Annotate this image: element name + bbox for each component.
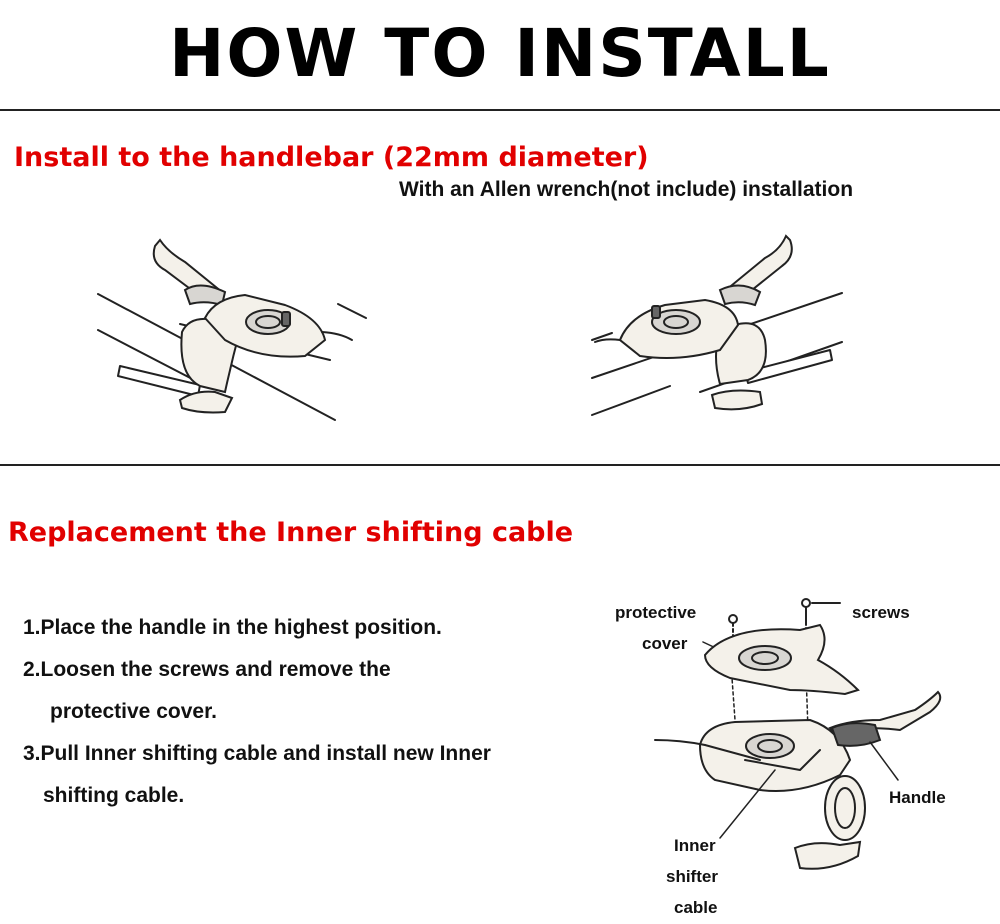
- callout-screws: screws: [852, 603, 910, 622]
- section1-heading: Install to the handlebar (22mm diameter): [14, 142, 649, 173]
- section1-subheading: With an Allen wrench(not include) installation: [399, 178, 854, 201]
- callout-protective: protective: [615, 603, 697, 622]
- callout-handle: Handle: [889, 788, 946, 807]
- callout-cable: cable: [674, 898, 718, 917]
- step-3-continued: shifting cable.: [43, 784, 185, 807]
- callout-cover: cover: [642, 634, 688, 653]
- page-title: HOW TO INSTALL: [169, 15, 831, 92]
- callout-inner: Inner: [674, 836, 716, 855]
- step-1: 1.Place the handle in the highest position.: [23, 616, 442, 639]
- step-2: 2.Loosen the screws and remove the: [23, 658, 391, 681]
- step-2-continued: protective cover.: [50, 700, 217, 723]
- step-3: 3.Pull Inner shifting cable and install new Inner: [23, 742, 491, 765]
- section2-heading: Replacement the Inner shifting cable: [8, 517, 574, 548]
- callout-shifter: shifter: [666, 867, 718, 886]
